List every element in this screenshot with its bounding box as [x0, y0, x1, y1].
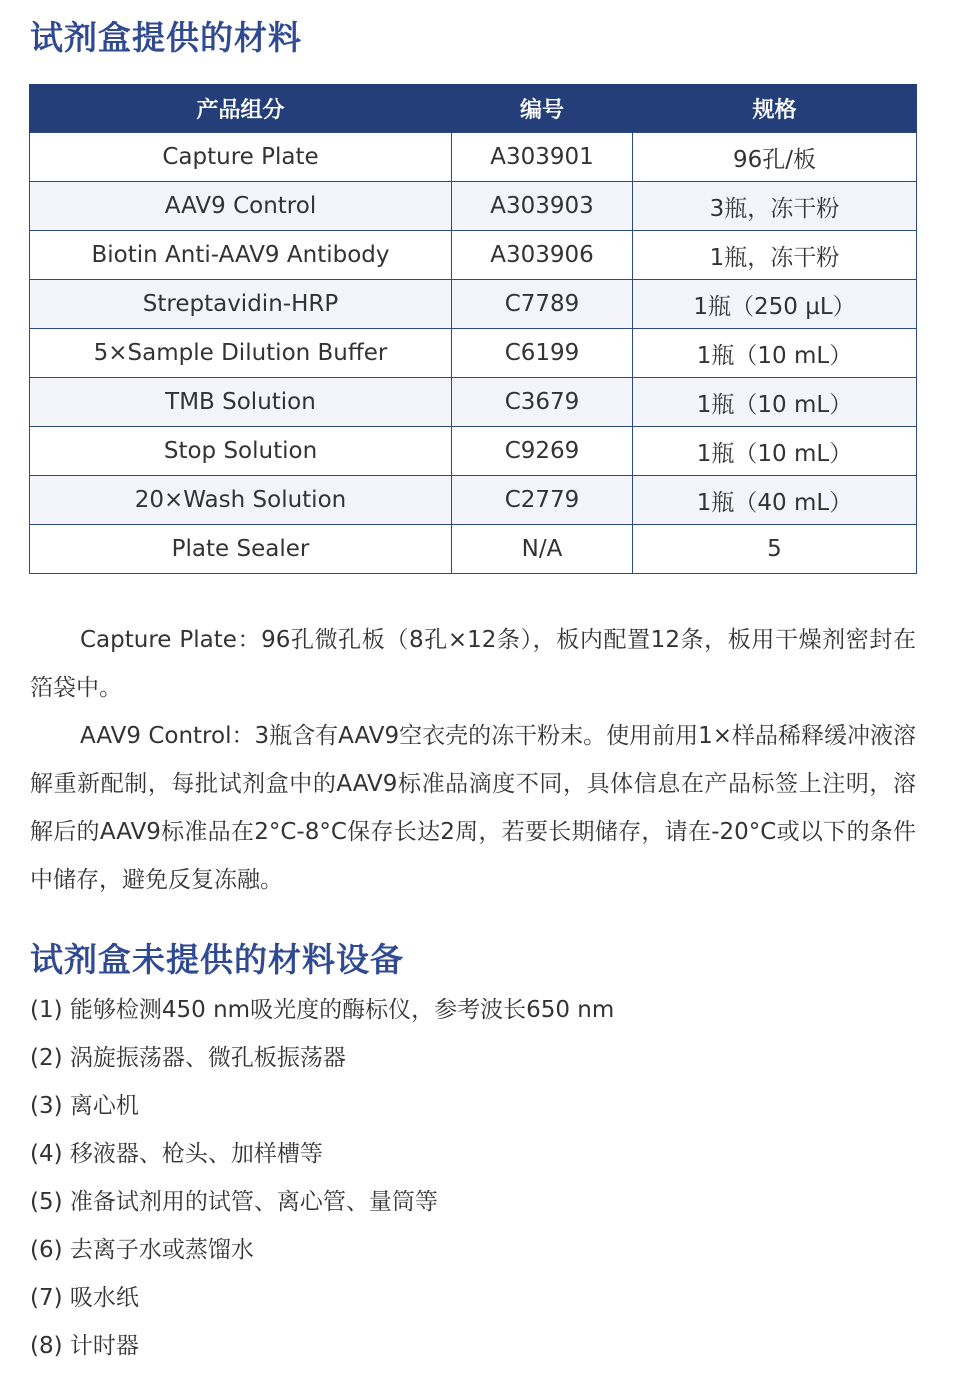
list-item: (1) 能够检测450 nm吸光度的酶标仪，参考波长650 nm: [30, 997, 615, 1023]
table-row: [30, 231, 917, 280]
cell-component: Streptavidin-HRP: [30, 280, 452, 329]
list-item: (6) 去离子水或蒸馏水: [30, 1237, 254, 1263]
table-row: [30, 133, 917, 182]
cell-component: Biotin Anti-AAV9 Antibody: [30, 231, 452, 280]
cell-specification: 5: [633, 525, 917, 574]
list-item: (3) 离心机: [30, 1093, 139, 1119]
cell-catalog-number: C3679: [452, 378, 633, 427]
list-item: (7) 吸水纸: [30, 1285, 139, 1311]
cell-specification: 1瓶（250 µL）: [633, 280, 917, 329]
cell-specification: 1瓶（10 mL）: [633, 378, 917, 427]
cell-specification: 1瓶，冻干粉: [633, 231, 917, 280]
section-title-not-provided: 试剂盒未提供的材料设备: [30, 940, 404, 979]
cell-component: Stop Solution: [30, 427, 452, 476]
cell-catalog-number: C2779: [452, 476, 633, 525]
table-row: [30, 427, 917, 476]
cell-component: Plate Sealer: [30, 525, 452, 574]
cell-catalog-number: A303901: [452, 133, 633, 182]
header-catalog-number: 编号: [452, 84, 633, 133]
list-item: (2) 涡旋振荡器、微孔板振荡器: [30, 1045, 346, 1071]
cell-specification: 1瓶（10 mL）: [633, 427, 917, 476]
table-row: [30, 476, 917, 525]
cell-component: 20×Wash Solution: [30, 476, 452, 525]
table-row: [30, 378, 917, 427]
cell-specification: 96孔/板: [633, 133, 917, 182]
cell-specification: 1瓶（10 mL）: [633, 329, 917, 378]
aav9-control-note: AAV9 Control：3瓶含有AAV9空衣壳的冻干粉末。使用前用1×样品稀释缓冲液溶解重新配制，每批试剂盒中的AAV9标准品滴度不同，具体信息在产品标签上注明，溶解后的AAV9标准品在2°C-8°C保存长达2周，若要长期储存，请在-20°C或以下的条件中储存，避免反复冻融。: [30, 723, 916, 893]
capture-plate-note: Capture Plate：96孔微孔板（8孔×12条），板内配置12条，板用干燥剂密封在箔袋中。: [30, 627, 916, 701]
list-item: (8) 计时器: [30, 1333, 139, 1359]
cell-specification: 1瓶（40 mL）: [633, 476, 917, 525]
cell-catalog-number: A303906: [452, 231, 633, 280]
list-item: (4) 移液器、枪头、加样槽等: [30, 1141, 323, 1167]
not-provided-list: [30, 986, 614, 1370]
cell-catalog-number: A303903: [452, 182, 633, 231]
cell-catalog-number: C9269: [452, 427, 633, 476]
header-specification: 规格: [633, 84, 917, 133]
cell-component: AAV9 Control: [30, 182, 452, 231]
table-header-row: [30, 84, 917, 133]
table-row: [30, 329, 917, 378]
list-item: (5) 准备试剂用的试管、离心管、量筒等: [30, 1189, 438, 1215]
cell-component: 5×Sample Dilution Buffer: [30, 329, 452, 378]
header-component: 产品组分: [30, 84, 452, 133]
materials-table: [29, 84, 917, 574]
cell-component: Capture Plate: [30, 133, 452, 182]
section-title-provided: 试剂盒提供的材料: [30, 18, 302, 57]
table-row: [30, 182, 917, 231]
table-row: [30, 280, 917, 329]
cell-catalog-number: C6199: [452, 329, 633, 378]
table-row: [30, 525, 917, 574]
cell-catalog-number: C7789: [452, 280, 633, 329]
cell-catalog-number: N/A: [452, 525, 633, 574]
cell-specification: 3瓶，冻干粉: [633, 182, 917, 231]
cell-component: TMB Solution: [30, 378, 452, 427]
